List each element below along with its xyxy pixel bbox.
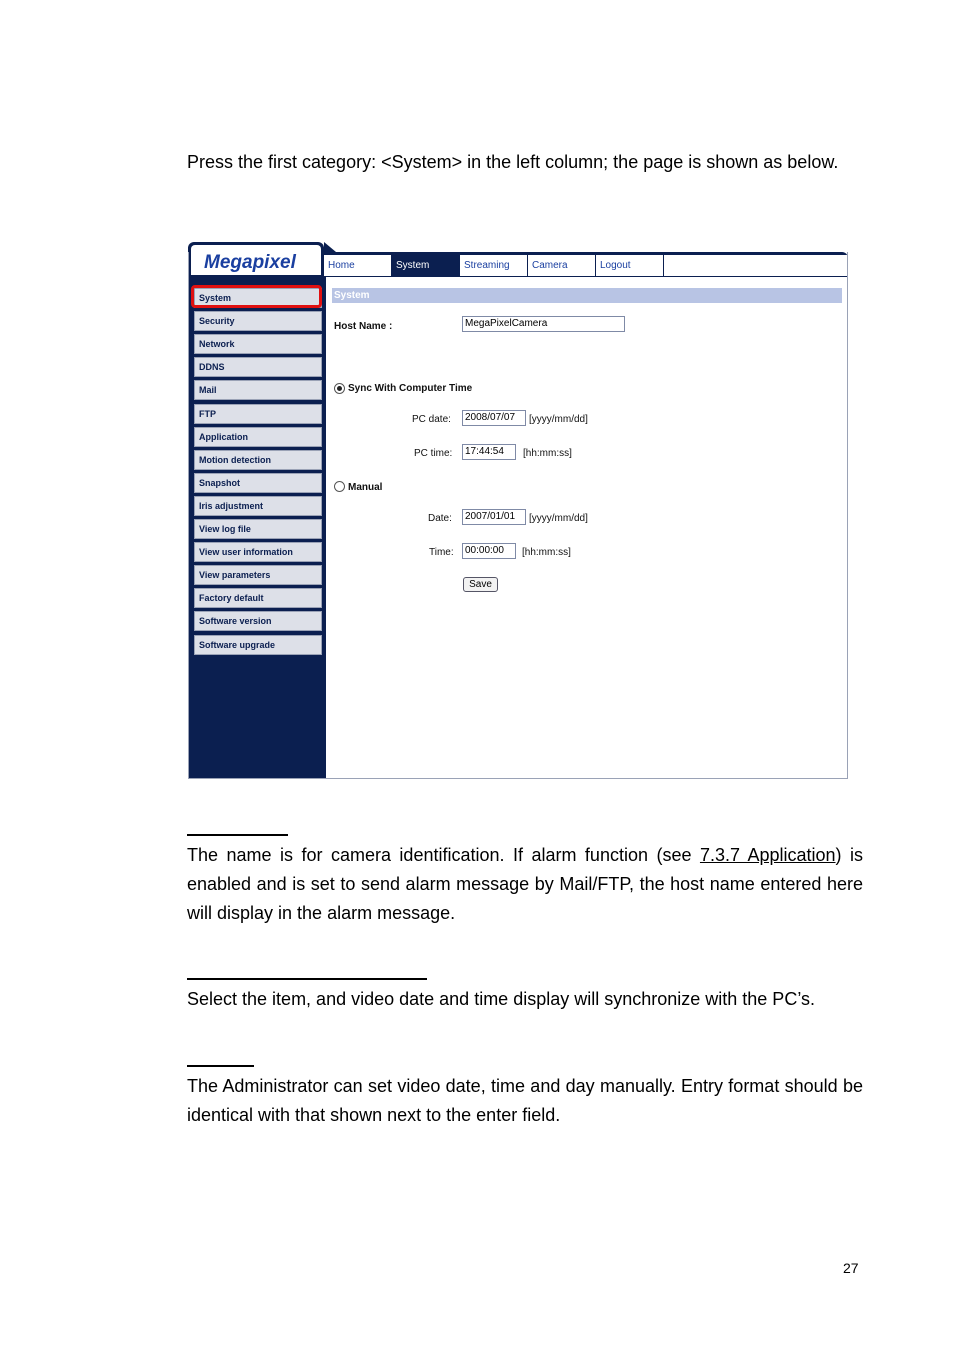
tab-system[interactable]: System: [392, 255, 459, 276]
pc-time-label: PC time:: [414, 448, 453, 459]
manual-description: The Administrator can set video date, time and day manually. Entry format should be identical with that shown next to the enter field.: [187, 1076, 863, 1125]
tab-home[interactable]: Home: [324, 255, 391, 276]
menu-item-security[interactable]: Security: [194, 311, 322, 331]
megapixel-logo: Megapixel: [204, 252, 296, 273]
menu-item-software-upgrade[interactable]: Software upgrade: [194, 635, 322, 655]
pc-date-label: PC date:: [412, 414, 451, 425]
system-content-panel: [326, 277, 847, 778]
time-format: [hh:mm:ss]: [522, 547, 571, 558]
page-number: 27: [843, 1260, 859, 1276]
menu-item-iris-adjustment[interactable]: Iris adjustment: [194, 496, 322, 516]
menu-item-snapshot[interactable]: Snapshot: [194, 473, 322, 493]
save-button[interactable]: Save: [463, 577, 498, 592]
sync-description: Select the item, and video date and time display will synchronize with the PC’s.: [187, 989, 815, 1009]
menu-item-system[interactable]: System: [194, 288, 322, 308]
menu-item-motion-detection[interactable]: Motion detection: [194, 450, 322, 470]
menu-item-view-user-information[interactable]: View user information: [194, 542, 322, 562]
date-field[interactable]: 2007/01/01: [462, 509, 526, 525]
pc-date-field[interactable]: 2008/07/07: [462, 410, 526, 426]
sync-radio[interactable]: [334, 383, 345, 394]
heading-rule-host-name: [187, 834, 288, 836]
time-label: Time:: [429, 547, 454, 558]
menu-item-software-version[interactable]: Software version: [194, 611, 322, 631]
menu-item-mail[interactable]: Mail: [194, 380, 322, 400]
menu-item-ftp[interactable]: FTP: [194, 404, 322, 424]
intro-paragraph: Press the first category: <System> in the left column; the page is shown as below.: [187, 152, 839, 172]
menu-item-view-parameters[interactable]: View parameters: [194, 565, 322, 585]
host-name-description: The name is for camera identification. If alarm function (see 7.3.7 Application) is enabled and is set to send alarm message by Mail/FTP, the host name entered here will display in the alarm message.: [187, 845, 863, 923]
tab-logout[interactable]: Logout: [596, 255, 663, 276]
section-title-bar: System: [332, 288, 842, 303]
manual-radio[interactable]: [334, 481, 345, 492]
time-field[interactable]: 00:00:00: [462, 543, 516, 559]
tab-camera[interactable]: Camera: [528, 255, 595, 276]
application-link[interactable]: 7.3.7 Application: [699, 845, 836, 865]
pc-time-format: [hh:mm:ss]: [523, 448, 572, 459]
system-page-screenshot: [188, 242, 848, 779]
date-format: [yyyy/mm/dd]: [529, 513, 588, 524]
menu-item-application[interactable]: Application: [194, 427, 322, 447]
pc-date-format: [yyyy/mm/dd]: [529, 414, 588, 425]
host-name-label: Host Name :: [334, 321, 393, 332]
manual-label: Manual: [348, 482, 383, 493]
date-label: Date:: [428, 513, 452, 524]
heading-rule-manual: [187, 1065, 254, 1067]
sync-label: Sync With Computer Time: [348, 383, 473, 394]
menu-item-factory-default[interactable]: Factory default: [194, 588, 322, 608]
tab-streaming[interactable]: Streaming: [460, 255, 527, 276]
menu-item-network[interactable]: Network: [194, 334, 322, 354]
pc-time-field[interactable]: 17:44:54: [462, 444, 516, 460]
heading-rule-sync: [187, 978, 427, 980]
menu-item-view-log-file[interactable]: View log file: [194, 519, 322, 539]
host-name-input[interactable]: MegaPixelCamera: [462, 316, 625, 332]
menu-item-ddns[interactable]: DDNS: [194, 357, 322, 377]
